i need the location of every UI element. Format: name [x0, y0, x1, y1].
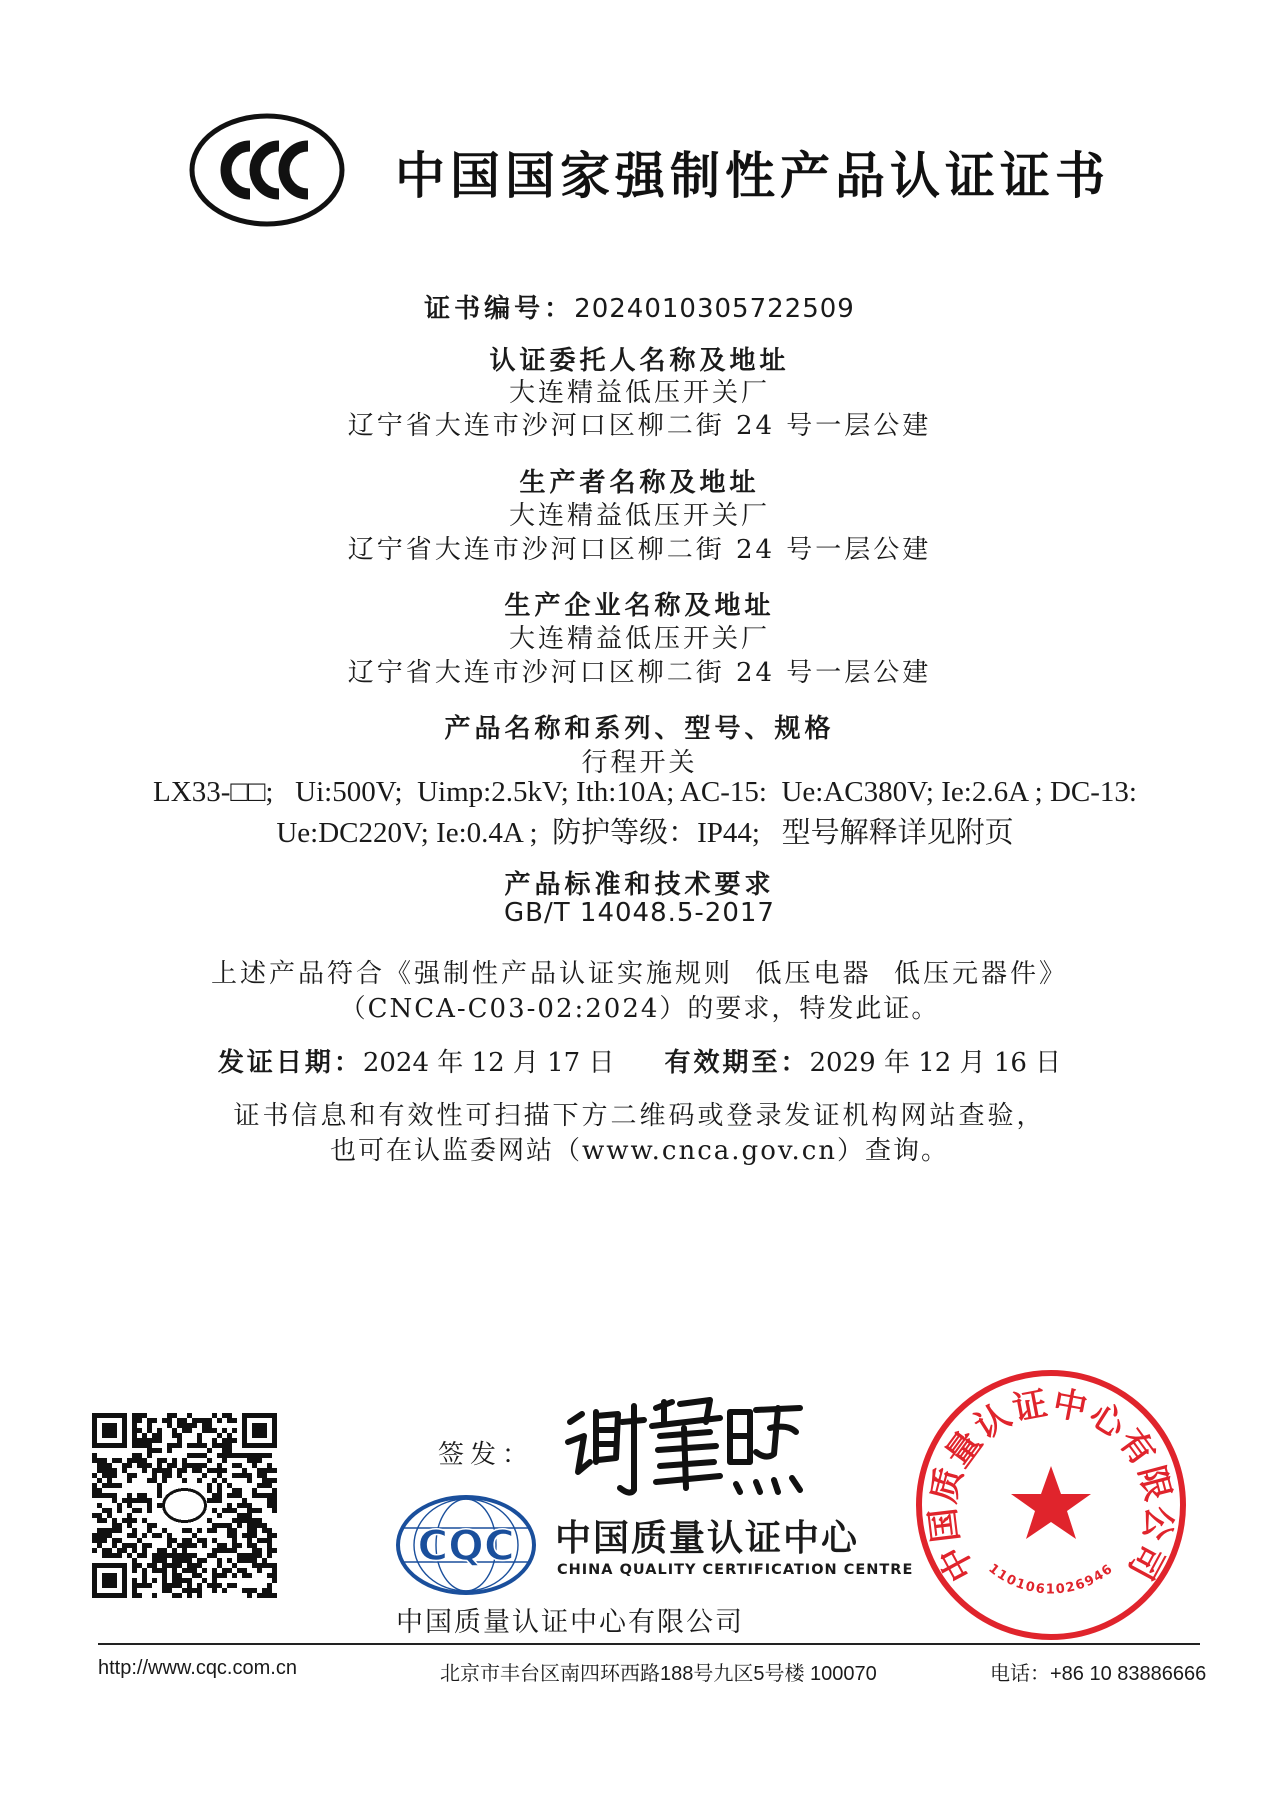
product-spec-line-1: LX33-□□; Ui:500V; Uimp:2.5kV; Ith:10A; AC-15: Ue:AC380V; Ie:2.6A ; DC-13: — [153, 776, 1137, 808]
dates-row — [0, 1042, 1279, 1079]
certificate-number-label: 证书编号： — [424, 294, 575, 324]
factory-name: 大连精益低压开关厂 — [508, 624, 770, 654]
cqc-name-cn: 中国质量认证中心 — [555, 1518, 860, 1559]
product-name: 行程开关 — [581, 748, 698, 778]
cqc-logo-text: CQC — [417, 1521, 515, 1570]
svg-text:1101061026946 — [985, 1561, 1116, 1597]
product-spec-line-2: Ue:DC220V; Ie:0.4A ; 防护等级：IP44; 型号解释详见附页 — [276, 817, 1014, 849]
product-heading: 产品名称和系列、型号、规格 — [444, 714, 835, 744]
manufacturer-address: 辽宁省大连市沙河口区柳二街 24 号一层公建 — [347, 535, 932, 565]
footer-phone: 电话：+86 10 83886666 — [990, 1663, 1207, 1685]
verification-notice-line-1: 证书信息和有效性可扫描下方二维码或登录发证机构网站查验， — [233, 1101, 1046, 1131]
official-seal — [912, 1366, 1190, 1644]
footer-address: 北京市丰台区南四环西路188号九区5号楼 100070 — [440, 1663, 877, 1685]
verification-notice-line-2: 也可在认监委网站（www.cnca.gov.cn）查询。 — [329, 1136, 950, 1166]
standard-heading: 产品标准和技术要求 — [504, 870, 775, 900]
seal-number: 1101061026946 — [985, 1561, 1117, 1598]
qr-code[interactable] — [92, 1413, 277, 1598]
factory-heading: 生产企业名称及地址 — [504, 591, 775, 621]
factory-address: 辽宁省大连市沙河口区柳二街 24 号一层公建 — [347, 658, 932, 688]
expiry-date: 2029 年 12 月 16 日 — [809, 1048, 1062, 1078]
conformity-statement-line-1: 上述产品符合《强制性产品认证实施规则 低压电器 低压元器件》 — [210, 959, 1069, 989]
applicant-name: 大连精益低压开关厂 — [508, 378, 770, 408]
manufacturer-heading: 生产者名称及地址 — [519, 468, 760, 498]
expiry-date-label: 有效期至： — [664, 1048, 810, 1078]
signature — [560, 1392, 810, 1502]
issue-date-label: 发证日期： — [217, 1048, 363, 1078]
certificate-number: 2024010305722509 — [574, 294, 855, 324]
issuer-name: 中国质量认证中心有限公司 — [396, 1607, 744, 1638]
conformity-statement-line-2: （CNCA-C03-02:2024）的要求，特发此证。 — [339, 994, 940, 1024]
standard-value: GB/T 14048.5-2017 — [504, 898, 775, 928]
cqc-logo — [395, 1494, 537, 1596]
footer-url[interactable]: http://www.cqc.com.cn — [98, 1657, 297, 1679]
ccc-logo — [188, 112, 346, 228]
footer-divider — [98, 1643, 1200, 1645]
issue-date: 2024 年 12 月 17 日 — [362, 1048, 615, 1078]
manufacturer-name: 大连精益低压开关厂 — [508, 501, 770, 531]
cqc-name-en: CHINA QUALITY CERTIFICATION CENTRE — [557, 1562, 914, 1578]
applicant-heading: 认证委托人名称及地址 — [489, 346, 790, 376]
certificate-title: 中国国家强制性产品认证证书 — [395, 147, 1110, 205]
certificate-number-row — [0, 288, 1279, 325]
signed-by-label: 签发： — [438, 1440, 535, 1470]
applicant-address: 辽宁省大连市沙河口区柳二街 24 号一层公建 — [347, 411, 932, 441]
seal-text: 中国质量认证中心有限公司 — [922, 1383, 1180, 1588]
